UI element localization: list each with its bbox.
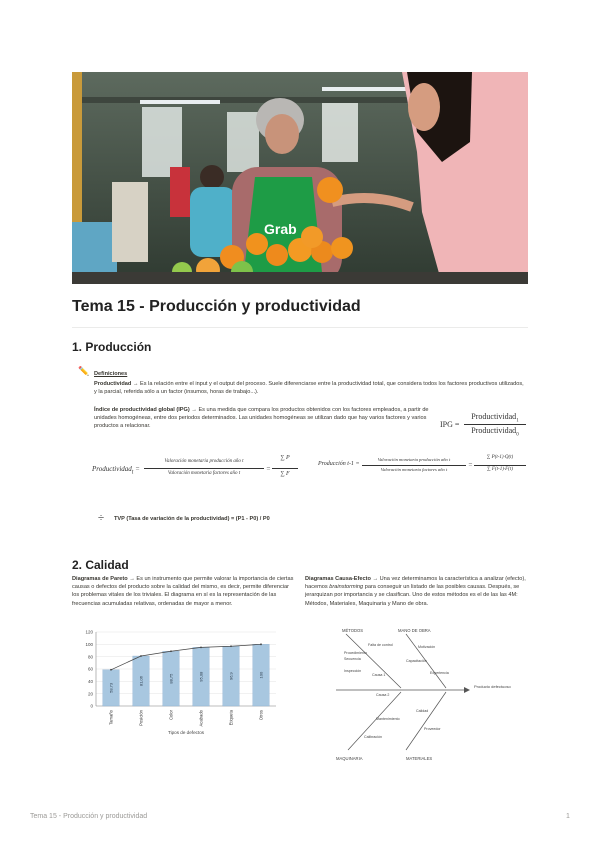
pareto-text: → Es un instrumento que permite valorar la importancia de ciertas causas o defectos del producto sobre la calidad del mismo, es decir, permite diferenciar los problemas vitales de los triviales. El diagrama en sí es la representación de las frecuencias acumuladas relativas, ordenadas de mayor a menor. bbox=[72, 576, 294, 607]
bone-bottom-right bbox=[406, 692, 446, 750]
y-tick-label: 80 bbox=[87, 654, 93, 660]
ishikawa-term: Diagramas Causa-Efecto bbox=[305, 576, 371, 582]
y-tick-label: 120 bbox=[85, 629, 93, 635]
ipg-formula bbox=[440, 412, 528, 438]
formula-left-lhs-sub: t bbox=[131, 469, 134, 476]
hero-photo bbox=[72, 72, 528, 284]
fishbone-cause-label: Causa 1 bbox=[372, 673, 386, 677]
pareto-description bbox=[72, 575, 296, 608]
cumulative-point bbox=[200, 646, 202, 648]
fishbone-cause-label: Proveedor bbox=[424, 727, 441, 731]
ishikawa-text-b: para conseguir un listado de las posibles causas. Después, se jerarquizan por importancia y se clasifican. Uno de estos métodos es el de las las 4M: Métodos, Materiales, Maquinaria y Mano de obra. bbox=[305, 584, 520, 607]
cumulative-point bbox=[230, 645, 232, 647]
bar-value-label: 100 bbox=[258, 671, 264, 679]
formula-right-den: Valoración monetaria factores año t bbox=[380, 467, 448, 472]
fishbone-label-metodos: MÉTODOS bbox=[342, 628, 364, 633]
formula-left-rbar bbox=[272, 468, 298, 469]
fishbone-cause-label: Experiencia bbox=[430, 671, 449, 675]
formula-right-eq: = bbox=[468, 461, 473, 469]
formula-right-lhs: Producción t-1 = bbox=[318, 461, 360, 467]
bone-bottom-left bbox=[348, 692, 401, 750]
apron-logo: Grab bbox=[264, 221, 297, 237]
ishikawa-text-a: → Una vez determinamos la característica a analizar (efecto), hacemos bbox=[305, 576, 526, 591]
fishbone-cause-label: Secuencia bbox=[344, 657, 361, 661]
formula-right-num: Valoración monetaria producción año t bbox=[377, 457, 451, 462]
fishbone-label-materiales: MATERIALES bbox=[406, 756, 433, 761]
definitions-label: Definiciones bbox=[94, 371, 128, 377]
ipg-den-sub: 0 bbox=[516, 432, 519, 438]
fishbone-label-maquinaria: MAQUINARIA bbox=[336, 756, 363, 761]
formula-left-lhs: Productividad$_t$ = bbox=[92, 465, 140, 476]
page-title: Tema 15 - Producción y productividad bbox=[72, 298, 361, 315]
ipg-formula-denominator bbox=[464, 426, 526, 438]
y-tick-label: 60 bbox=[87, 666, 93, 672]
pareto-chart bbox=[72, 628, 296, 768]
formula-right-rden: ∑ F(t-1)·F(t) bbox=[487, 467, 513, 472]
x-tick-label: Color bbox=[168, 710, 174, 721]
formula-left-den: Valoración monetaria factores año t bbox=[167, 471, 241, 476]
fishbone-diagram bbox=[306, 626, 528, 768]
x-tick-label: Otros bbox=[258, 710, 264, 721]
ipg-num-sub: 1 bbox=[516, 418, 519, 424]
ishikawa-description bbox=[305, 575, 529, 608]
formula-productividad bbox=[92, 453, 302, 489]
ipg-text: → Es una medida que compara los productos obtenidos con los factores empleados, a partir de unidades homogéneas, entre dos periodos determinados. Las unidades homogéneas se utilizan dado que hay varios factores y varios productos a relacionar. bbox=[94, 407, 429, 430]
fishbone-cause-label: Procedimiento bbox=[344, 651, 367, 655]
fishbone-cause-label: Inspección bbox=[344, 669, 362, 673]
fishbone-label-mano-de-obra: MANO DE OBRA bbox=[398, 628, 431, 633]
y-tick-label: 100 bbox=[85, 641, 93, 647]
formula-right-rbar bbox=[474, 465, 526, 466]
x-tick-label: Posición bbox=[138, 710, 144, 726]
x-tick-label: Tamaño bbox=[108, 710, 114, 725]
y-tick-label: 0 bbox=[90, 703, 93, 709]
y-tick-label: 40 bbox=[87, 678, 93, 684]
fishbone-cause-label: Causa 2 bbox=[376, 693, 390, 697]
fishbone-cause-label: Falta de control bbox=[368, 643, 393, 647]
bar-value-label: 95,08 bbox=[198, 671, 204, 682]
fishbone-cause-label: Capacitación bbox=[406, 659, 427, 663]
productividad-term: Productividad bbox=[94, 381, 132, 387]
formula-right-rnum: ∑ P(t-1)·Q(t) bbox=[486, 455, 514, 460]
title-divider bbox=[72, 327, 528, 328]
bar-value-label: 96,9 bbox=[228, 672, 234, 681]
ipg-formula-lhs: IPG = bbox=[440, 420, 460, 429]
market-photo-illustration bbox=[72, 72, 528, 284]
ipg-formula-numerator bbox=[464, 412, 526, 424]
formula-produccion bbox=[318, 453, 528, 489]
formula-left-lhs-text: Productividad bbox=[92, 465, 132, 473]
cumulative-point bbox=[140, 655, 142, 657]
formula-left-rden: ∑ F bbox=[280, 471, 290, 477]
y-tick-label: 20 bbox=[87, 691, 93, 697]
formula-left-num: Valoración monetaria producción año t bbox=[164, 459, 244, 464]
footer-title: Tema 15 - Producción y productividad bbox=[30, 813, 148, 820]
fishbone-effect-label: Producto defectuoso bbox=[474, 684, 511, 689]
formula-left-eq: = bbox=[266, 465, 271, 473]
footer-page-number: 1 bbox=[566, 813, 570, 820]
x-axis-label: Tipos de defectos bbox=[167, 730, 205, 735]
bar-value-label: 88,75 bbox=[168, 673, 174, 684]
bar-value-label: 58,73 bbox=[108, 682, 114, 693]
fishbone-cause-label: Motivación bbox=[418, 645, 436, 649]
tvp-formula: TVP (Tasa de variación de la productividad) = (P1 - P0) / P0 bbox=[114, 516, 270, 522]
ipg-fraction-bar bbox=[464, 424, 526, 425]
productividad-definition bbox=[94, 380, 524, 396]
x-tick-label: Acabado bbox=[198, 710, 204, 727]
ishikawa-text-em: brainstorming bbox=[329, 584, 364, 591]
formula-left-bar bbox=[144, 468, 264, 469]
cumulative-point bbox=[170, 650, 172, 652]
formula-left-rnum: ∑ P bbox=[280, 455, 290, 461]
fishbone-cause-label: Calibración bbox=[364, 735, 382, 739]
cumulative-point bbox=[260, 643, 262, 645]
section-produccion-heading: 1. Producción bbox=[72, 340, 152, 354]
fishbone-cause-label: Mantenimiento bbox=[376, 717, 400, 721]
ipg-definition bbox=[94, 406, 429, 431]
fishbone-arrowhead bbox=[464, 687, 470, 693]
x-tick-label: Etiqueta bbox=[228, 710, 234, 726]
productividad-text: → Es la relación entre el input y el output del proceso. Suele diferenciarse entre la productividad total, que considera todos los factores productivos utilizados, y la parcial, referida sólo a un factor (insumos, horas de trabajo...). bbox=[94, 381, 524, 396]
pencil-icon: ✏️ bbox=[78, 366, 90, 376]
section-calidad-heading: 2. Calidad bbox=[72, 558, 129, 572]
divide-icon: ÷ bbox=[98, 512, 105, 524]
pareto-term: Diagramas de Pareto bbox=[72, 576, 128, 582]
fishbone-cause-label: Calidad bbox=[416, 709, 429, 713]
ipg-term: Índice de productividad global (IPG) bbox=[94, 407, 190, 413]
bar-value-label: 81,06 bbox=[138, 675, 144, 687]
ipg-den-text: Productividad bbox=[471, 426, 517, 435]
cumulative-point bbox=[110, 669, 112, 671]
formula-right-bar bbox=[362, 465, 466, 466]
ipg-num-text: Productividad bbox=[471, 412, 517, 421]
formula-right-lhs-text: Producción t-1 bbox=[318, 461, 354, 467]
